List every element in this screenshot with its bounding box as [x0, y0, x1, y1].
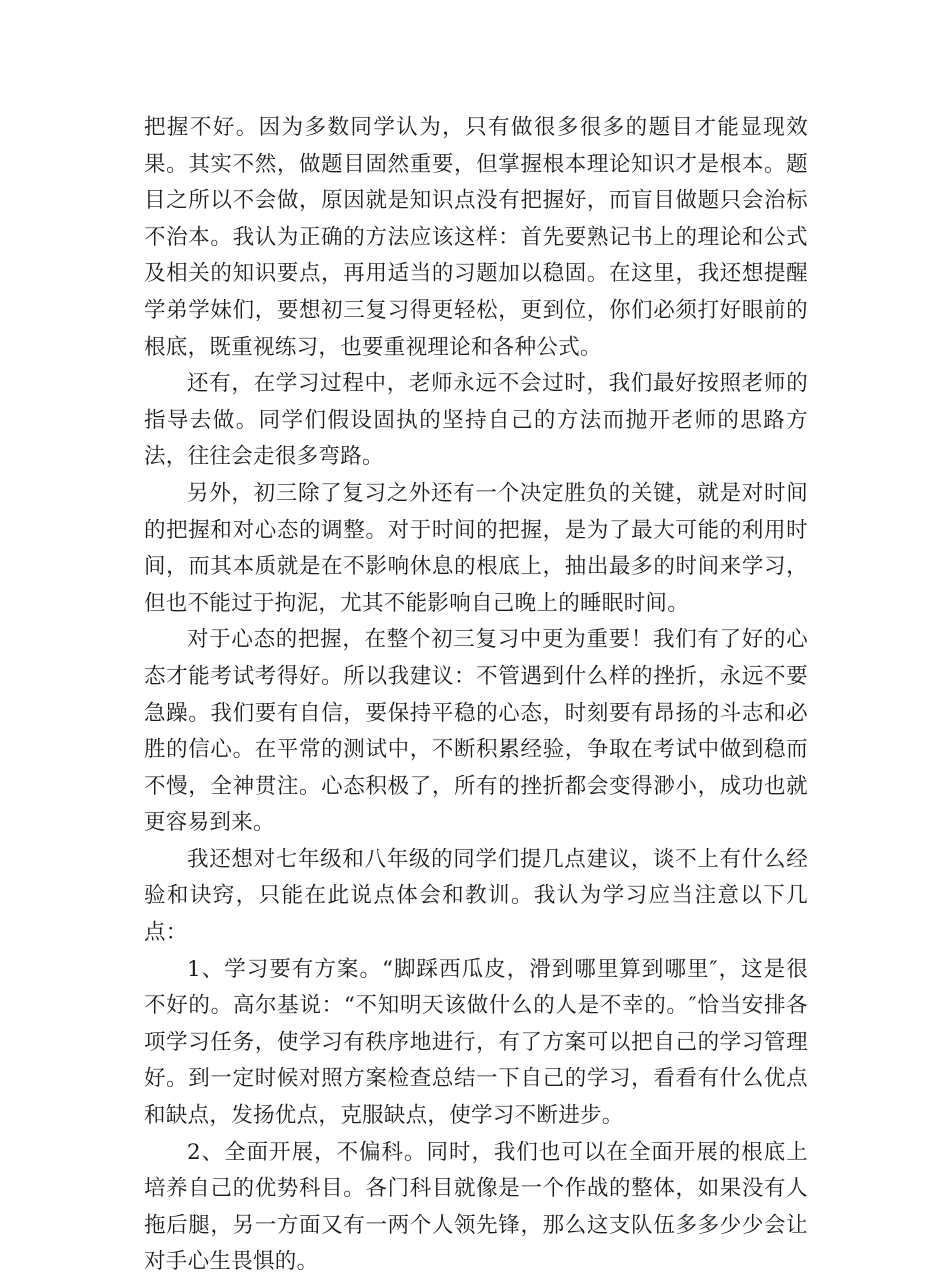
paragraph-mindset: 对于心态的把握，在整个初三复习中更为重要！我们有了好的心态才能考试考得好。所以我建议：不管遇到什么样的挫折，永远不要急躁。我们要有自信，要保持平稳的心态，时刻要有昂扬的斗志和必胜的信心。在平常的测试中，不断积累经验，争取在考试中做到稳而不慢，全神贯注。心态积极了，所有的挫折都会变得渺小，成功也就更容易到来。 — [144, 627, 808, 836]
document-page — [144, 110, 808, 1281]
paragraph-point-1: 1、学习要有方案。“脚踩西瓜皮，滑到哪里算到哪里″，这是很不好的。高尔基说：“不知明天该做什么的人是不幸的。″恰当安排各项学习任务，使学习有秩序地进行，有了方案可以把自己的学习管理好。到一定时候对照方案检查总结一下自己的学习，看看有什么优点和缺点，发扬优点，克服缺点，使学习不断进步。 — [144, 956, 808, 1129]
paragraph-point-2: 2、全面开展，不偏科。同时，我们也可以在全面开展的根底上培养自己的优势科目。各门科目就像是一个作战的整体，如果没有人拖后腿，另一方面又有一两个人领先锋，那么这支队伍多多少少会让对手心生畏惧的。 — [144, 1139, 808, 1275]
paragraph-continued: 把握不好。因为多数同学认为，只有做很多很多的题目才能显现效果。其实不然，做题目固然重要，但掌握根本理论知识才是根本。题目之所以不会做，原因就是知识点没有把握好，而盲目做题只会治标不治本。我认为正确的方法应该这样：首先要熟记书上的理论和公式及相关的知识要点，再用适当的习题加以稳固。在这里，我还想提醒学弟学妹们，要想初三复习得更轻松，更到位，你们必须打好眼前的根底，既重视练习，也要重视理论和各种公式。 — [144, 115, 808, 360]
paragraph-time-management: 另外，初三除了复习之外还有一个决定胜负的关键，就是对时间的把握和对心态的调整。对于时间的把握，是为了最大可能的利用时间，而其本质就是在不影响休息的根底上，抽出最多的时间来学习，但也不能过于拘泥，尤其不能影响自己晚上的睡眠时间。 — [144, 480, 808, 616]
paragraph-teacher-guidance: 还有，在学习过程中，老师永远不会过时，我们最好按照老师的指导去做。同学们假设固执的坚持自己的方法而抛开老师的思路方法，往往会走很多弯路。 — [144, 371, 808, 470]
paragraph-advice-intro: 我还想对七年级和八年级的同学们提几点建议，谈不上有什么经验和诀窍，只能在此说点体会和教训。我认为学习应当注意以下几点： — [144, 846, 808, 946]
